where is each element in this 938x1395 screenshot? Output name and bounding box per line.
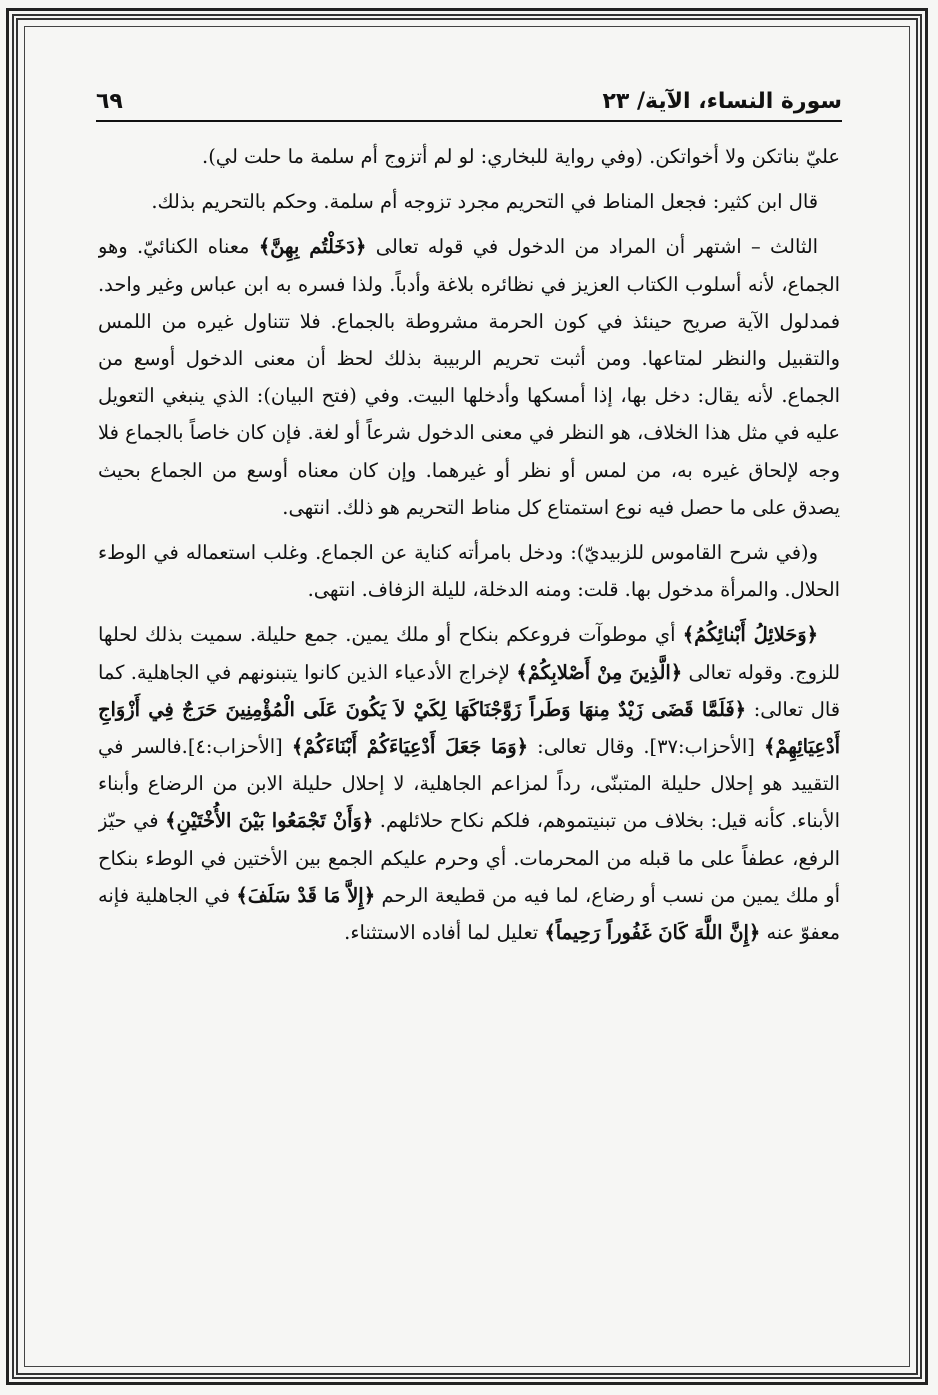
paragraph-5-text: في حيّز الرفع، عطفاً على ما قبله من المحرمات. أي وحرم عليكم الجمع بين الأختين في الوطء بنكاح أو ملك يمين من نسب أو رضاع، لما فيه من قطيعة الرحم <box>98 809 840 907</box>
paragraph-3 <box>98 228 840 526</box>
quran-quote: ﴿إِنَّ اللَّهَ كَانَ غَفُوراً رَحِيماً﴾ <box>544 921 761 945</box>
quran-quote: ﴿وَحَلائِلُ أَبْنائِكُمُ﴾ <box>682 623 818 647</box>
paragraph-3-text-a: الثالث – اشتهر أن المراد من الدخول في قوله تعالى <box>375 235 818 259</box>
page-header <box>96 72 842 114</box>
paragraph-5-text: في الجاهلية فإنه معفوّ عنه <box>98 883 840 945</box>
page-body <box>98 138 840 1325</box>
paragraph-2 <box>98 183 840 220</box>
paragraph-1-text: عليّ بناتكن ولا أخواتكن. (وفي رواية للبخاري: لو لم أتزوج أم سلمة ما حلت لي). <box>202 145 840 168</box>
page-number: ٦٩ <box>96 89 123 114</box>
quran-quote: ﴿وَأَنْ تَجْمَعُوا بَيْنَ الأُخْتَيْنِ﴾ <box>165 809 374 833</box>
paragraph-5-text: أي موطوآت فروعكم بنكاح أو ملك يمين. جمع حليلة. سميت بذلك لحلها للزوج. وقوله تعالى <box>98 623 840 684</box>
paragraph-5-text: لإخراج الأدعياء الذين كانوا يتبنونهم في الجاهلية. كما قال تعالى: <box>98 660 840 721</box>
quran-quote: ﴿وَمَا جَعَلَ أَدْعِيَاءَكُمْ أَبْنَاءَكُمْ﴾ <box>291 735 528 759</box>
quran-quote: ﴿الَّذِينَ مِنْ أَصْلابِكُمْ﴾ <box>516 660 683 684</box>
paragraph-1 <box>98 138 840 175</box>
quran-quote: ﴿إِلاَّ مَا قَدْ سَلَفَ﴾ <box>236 883 376 907</box>
quran-quote: ﴿دَخَلْتُم بِهِنَّ﴾ <box>258 235 367 259</box>
surah-title: سورة النساء، الآية/ ٢٣ <box>602 89 842 114</box>
paragraph-4-text: و(في شرح القاموس للزبيديّ): ودخل بامرأته كناية عن الجماع. وغلب استعماله في الوطء الحلال. والمرأة مدخول بها. قلت: ومنه الدخلة، لليلة الزفاف. انتهى. <box>98 541 840 602</box>
paragraph-3-text-b: معناه الكنائيّ. وهو الجماع، لأنه أسلوب الكتاب العزيز في نظائره بلاغة وأدباً. ولذا فسره به ابن عباس وغير واحد. فمدلول الآية صريح حينئذ في كون الحرمة مشروطة بالجماع. فلا تتناول غيره من اللمس والتقبيل والنظر لمتاعها. ومن أثبت تحريم الربيبة بذلك لحظ أن معنى الدخول أوسع من الجماع. لأنه يقال: دخل بها، إذا أمسكها وأدخلها البيت. وفي (فتح البيان): الذي ينبغي التعويل عليه في مثل هذا الخلاف، هو النظر في معنى الدخول شرعاً أو لغة. فإن كان خاصاً بالجماع فلا وجه لإلحاق غيره به، من لمس أو نظر أو غيرهما. وإن كان معناه أوسع من الجماع بحيث يصدق على ما حصل فيه نوع استمتاع كل مناط التحريم هو ذلك. انتهى. <box>98 235 840 519</box>
paragraph-5-text: [الأحزاب:٣٧]. وقال تعالى: <box>537 735 755 759</box>
paragraph-5-text: تعليل لما أفاده الاستثناء. <box>344 921 539 945</box>
paragraph-5 <box>98 616 840 951</box>
paragraph-5-text: [الأحزاب:٤].فالسر في التقييد هو إحلال حليلة المتبنّى، رداً لمزاعم الجاهلية، لا إحلال حليلة الابن من الرضاع وأبناء الأبناء. كأنه قيل: بخلاف من تبنيتموهم، فلكم نكاح حلائلهم. <box>98 735 840 833</box>
paragraph-4 <box>98 534 840 608</box>
paragraph-2-text: قال ابن كثير: فجعل المناط في التحريم مجرد تزوجه أم سلمة. وحكم بالتحريم بذلك. <box>151 190 818 214</box>
quran-quote: ﴿فَلَمَّا قَضَى زَيْدٌ مِنهَا وَطَراً زَوَّجْنَاكَهَا لِكَيْ لاَ يَكُونَ عَلَى الْمُؤْمِنِينَ حَرَجٌ فِي أَزْوَاجِ أَدْعِيَائِهِمْ﴾ <box>98 697 840 759</box>
header-rule <box>96 120 842 122</box>
